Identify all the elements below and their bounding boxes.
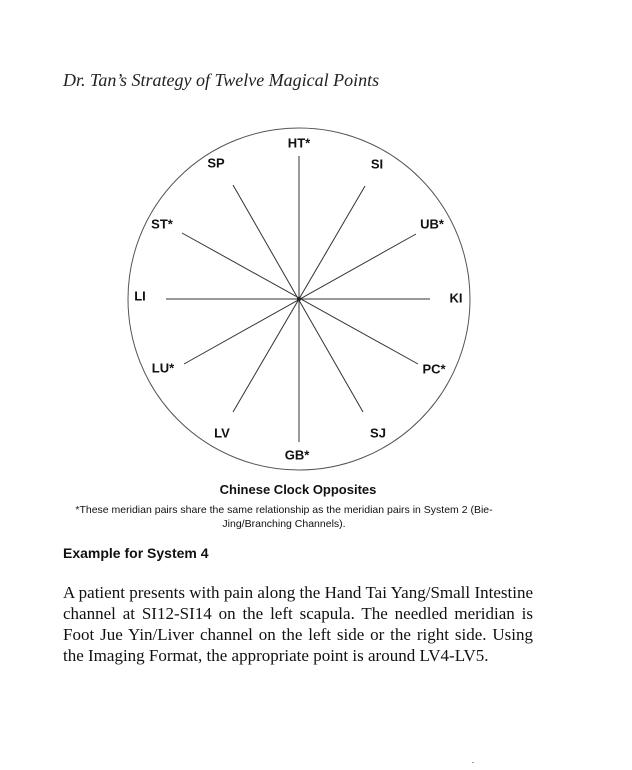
label-gb: GB* <box>284 447 310 463</box>
section-heading: Example for System 4 <box>63 545 209 561</box>
label-ki: KI <box>449 290 463 306</box>
label-ub: UB* <box>420 216 444 232</box>
body-paragraph: A patient presents with pain along the Hand Tai Yang/Small Intestine channel at SI12-SI14 on the left scapula. The needled meridian is Foot Jue Yin/Liver channel on the left side or the right side. Using the Imaging Format, the appropriate point is around LV4-LV5. <box>63 583 533 665</box>
label-lv: LV <box>214 425 230 441</box>
clock-center <box>297 297 301 301</box>
label-sj: SJ <box>370 425 386 441</box>
label-ht: HT* <box>287 135 311 151</box>
label-pc: PC* <box>422 361 446 377</box>
label-si: SI <box>370 156 384 172</box>
figure-footnote: *These meridian pairs share the same relationship as the meridian pairs in System 2 (Bie-Jing/Branching Channels). <box>75 504 493 530</box>
page-header-title: Dr. Tan’s Strategy of Twelve Magical Points <box>63 70 380 90</box>
scan-mark <box>472 762 474 763</box>
figure-caption: Chinese Clock Opposites <box>219 482 377 497</box>
label-li: LI <box>134 288 146 304</box>
label-sp: SP <box>207 155 225 171</box>
label-lu: LU* <box>151 360 175 376</box>
label-st: ST* <box>151 216 173 232</box>
